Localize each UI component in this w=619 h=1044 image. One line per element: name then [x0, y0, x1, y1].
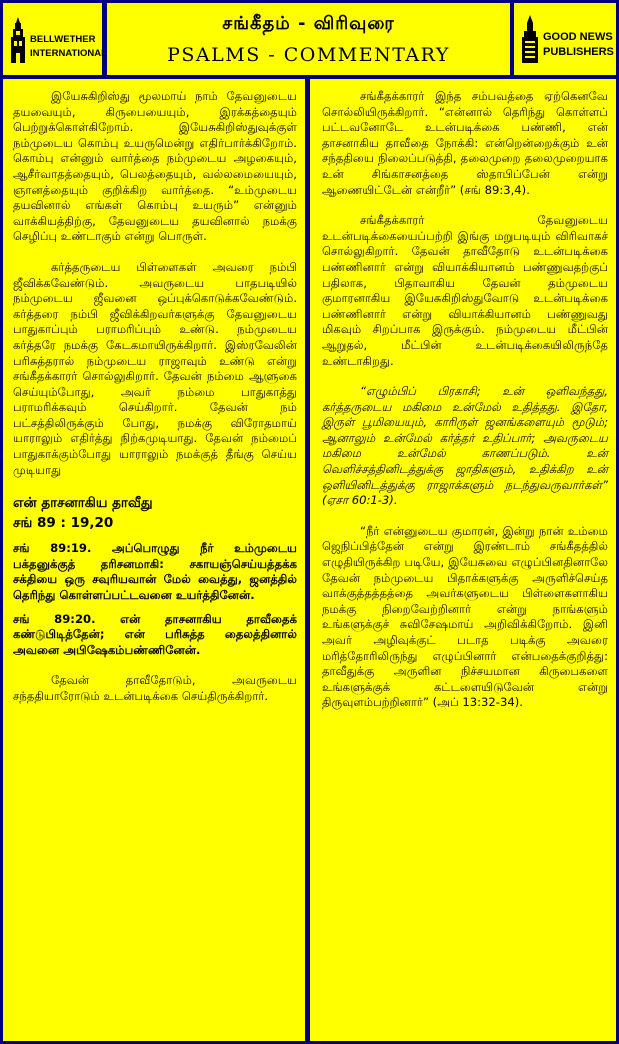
- left-paragraph-1: இயேசுகிறிஸ்து மூலமாய் நாம் தேவனுடைய தயவையும், கிருபையையும், இரக்கத்தையும் பெற்றுக்கொள்கிறோம். இயேசுகிறிஸ்துவுக்குள் நம்முடைய கொம்பு உயருமென்று எதிர்பார்க்கிறோம். கொம்பு என்னும் வார்த்தை நம்முடைய அழகையும், ஆசீர்வாதத்தையும், பெலத்தையும், வல்லமையையும், ஞானத்தையும் குறிக்கிற வார்த்தை. “உம்முடைய தயவினால் எங்கள் கொம்பு உயரும்” என்னும் வாக்கியத்திற்கு, தேவனுடைய தயவினால் நமக்கு செழிப்பு உண்டாகும் என்று பொருள்.: [13, 89, 297, 244]
- left-paragraph-2: கர்த்தருடைய பிள்ளைகள் அவரை நம்பி ஜீவிக்கவேண்டும். அவருடைய பாதபடியில் நம்முடைய ஜீவனை ஒப்புக்கொடுக்கவேண்டும். கர்த்தரை நம்பி ஜீவிக்கிறவர்களுக்கு தேவனுடைய பாதுகாப்பும் பராமரிப்பும் உண்டு. நம்முடைய கர்த்தரே நமக்கு கேடகமாயிருக்கிறார். இஸ்ரவேலின் பரிசுத்தரால் நம்முடைய ராஜாவும் உண்டு என்று சங்கீதக்காரர் சொல்லுகிறார். தேவன் நம்மை ஆளுகை செய்யும்போது, அவர் நம்மை பாதுகாத்து பராமரிக்கவும் செய்கிறார். தேவன் நம் பட்சத்திலிருக்கும் போது, நமக்கு விரோதமாய் யாராலும் எதிர்த்து நிற்கமுடியாது. தேவன் நம்மைப் பாதுகாக்கும்போது யாராலும் நமக்குத் தீங்கு செய்ய முடியாது: [13, 259, 297, 477]
- left-paragraph-3: தேவன் தாவீதோடும், அவருடைய சந்ததியாரோடும் உடன்படிக்கை செய்திருக்கிறார்.: [13, 673, 297, 703]
- right-paragraph-3: “எழும்பிப் பிரகாசி; உன் ஒளிவந்தது, கர்த்தருடைய மகிமை உன்மேல் உதித்தது. இதோ, இருள் பூமியையும், காரிருள் ஜனங்களையும் மூடும்; ஆனாலும் உன்மேல் கர்த்தர் உதிப்பார்; அவருடைய மகிமை உன்மேல் காணப்படும். உன் வெளிச்சத்தினிடத்துக்கு ஜாதிகளும், உதிக்கிற உன் ஒளியினிடத்துக்கு ராஜாக்களும் நடந்துவருவார்கள்” (ஏசா 60:1-3).: [322, 384, 608, 508]
- bellwether-logo: [9, 17, 107, 63]
- right-paragraph-1: சங்கீதக்காரர் இந்த சம்பவத்தை ஏற்கெனவே சொல்லியிருக்கிறார். “என்னால் தெரிந்து கொள்ளப் பட்டவனோடே உடன்படிக்கை பண்ணி, என் தாசனாகிய தாவீதை நோக்கி: என்றென்றைக்கும் உன் சந்ததியை நிலைப்படுத்தி, தலைமுறை தலைமுறையாக உன் சிங்காசனத்தை ஸ்தாபிப்பேன் என்று ஆணையிட்டேன் என்றீர்” (சங் 89:3,4).: [322, 89, 608, 197]
- right-column: [310, 79, 616, 1041]
- section-reference: சங் 89 : 19,20: [13, 515, 114, 532]
- left-column: [3, 79, 305, 1041]
- verse-89-20: சங் 89:20. என் தாசனாகிய தாவீதைக் கண்டுபிடித்தேன்; என் பரிசுத்த தைலத்தினால் அவனை அபிஷேகம்பண்ணினேன்.: [13, 611, 297, 657]
- good-news-logo-box: [514, 3, 616, 75]
- left-logo-line2: INTERNATIONAL: [30, 48, 107, 59]
- title-english: PSALMS - COMMENTARY: [167, 44, 450, 66]
- right-logo-line1: GOOD NEWS: [543, 31, 613, 43]
- title-tamil: சங்கீதம் - விரிவுரை: [222, 13, 395, 34]
- right-paragraph-2: சங்கீதக்காரர் தேவனுடைய உடன்படிக்கையைப்பற்றி இங்கு மறுபடியும் விரிவாகச் சொல்லுகிறார். தேவன் தாவீதோடு உடன்படிக்கை பண்ணினார் என்று வியாக்கியானம் பண்ணுவதற்குப் பதிலாக, பிதாவாகிய தேவன் தம்முடைய குமாரனாகிய இயேசுகிறிஸ்துவோடு உடன்படிக்கை பண்ணினார் என்று வியாக்கியானம் பண்ணுவது மிகவும் சிறப்பாக இருக்கும். நம்முடைய மீட்பின் ஆறுதல், மீட்பின் உடன்படிக்கையிலிருந்தே உண்டாகிறது.: [322, 213, 608, 368]
- right-paragraph-4: “நீர் என்னுடைய குமாரன், இன்று நான் உம்மை ஜெநிப்பித்தேன் என்று இரண்டாம் சங்கீதத்தில் எழுதியிருக்கிற படியே, இயேசுவை எழுப்பினதினாலே தேவன் நம்முடைய பிதாக்களுக்கு அருளிச்செய்த வாக்குத்தத்தத்தை அவர்களுடைய பிள்ளைகளாகிய நமக்கு நிறைவேற்றினார் என்று நாங்களும் உங்களுக்குச் சுவிசேஷமாய் அறிவிக்கிறோம். இனி அவர் அழிவுக்குட் படாத படிக்கு அவரை மரித்தோரிலிருந்து எழுப்பினார் என்பதைக்குறித்து: தாவீதுக்கு அருளின நிச்சயமான கிருபைகளை உங்களுக்குக் கட்டளையிடுவேன் என்று திருவுளம்பற்றினார்” (அப் 13:32-34).: [322, 523, 608, 710]
- right-logo-line2: PUBLISHERS: [543, 46, 614, 58]
- bell-tower-icon: [9, 17, 27, 63]
- book-tower-icon: [520, 15, 540, 63]
- left-logo-line1: BELLWETHER: [30, 34, 96, 45]
- verse-89-19: சங் 89:19. அப்பொழுது நீர் உம்முடைய பக்தனுக்குத் தரிசனமாகி: சகாயஞ்செய்யத்தக்க சக்தியை ஒரு சவுரியவான் மேல் வைத்து, ஜனத்தில் தெரிந்து கொள்ளப்பட்டவனை உயர்த்தினேன்.: [13, 541, 297, 603]
- section-heading: என் தாசனாகிய தாவீது: [13, 495, 153, 512]
- bellwether-logo-box: [3, 3, 107, 75]
- good-news-logo: [520, 15, 614, 63]
- title-box: [107, 3, 510, 75]
